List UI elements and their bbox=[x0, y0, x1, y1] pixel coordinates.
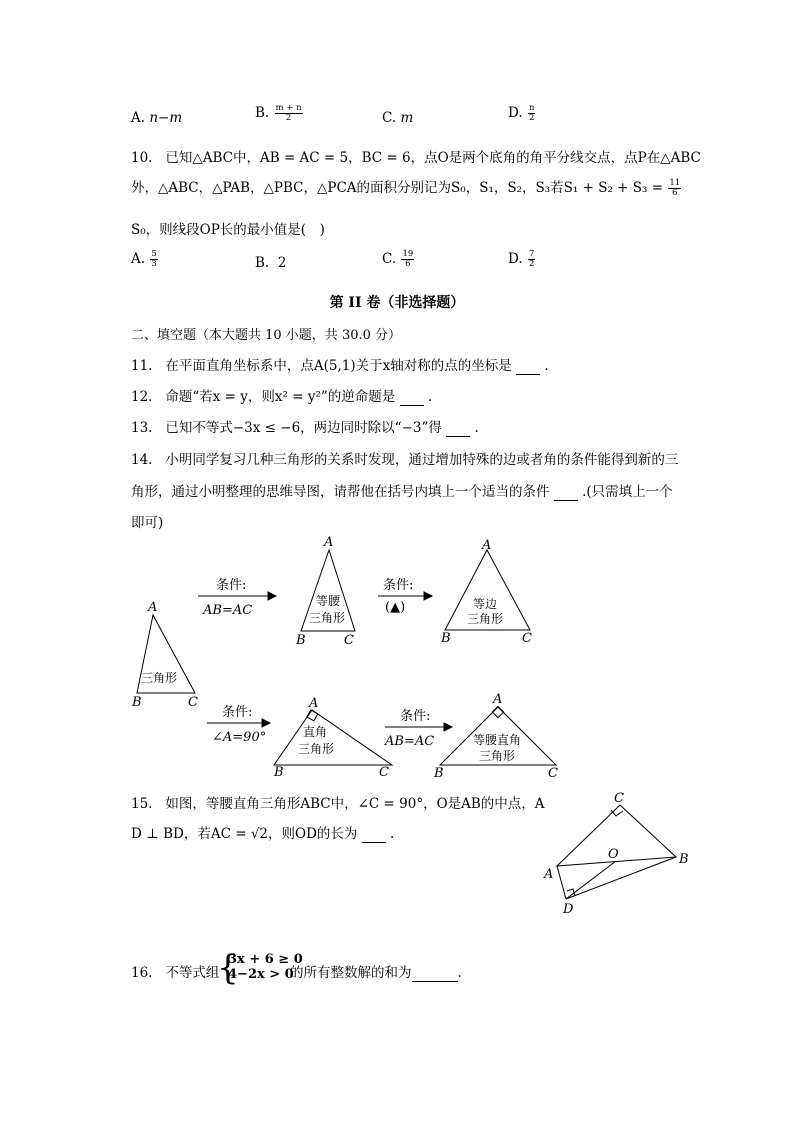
part2-title: 第 II 卷（非选择题） bbox=[329, 295, 465, 311]
condition-3: ∠A=90° bbox=[212, 730, 267, 745]
condition-label: 条件: bbox=[222, 705, 253, 720]
condition-label: 条件: bbox=[383, 578, 414, 593]
arrow-head-icon bbox=[268, 592, 276, 600]
q16-suffix: 的所有整数解的和为 . bbox=[290, 965, 462, 981]
q14-line2: 角形，通过小明整理的思维导图，请帮他在括号内填上一个适当的条件 .(只需填上一个 bbox=[131, 484, 673, 500]
q11-answer-blank[interactable] bbox=[516, 358, 540, 375]
section-heading: 二、填空题（本大题共 10 小题，共 30.0 分） bbox=[131, 328, 402, 343]
iso-right-label: 等腰直角 bbox=[473, 733, 522, 747]
q15-line2: D ⊥ BD，若AC = √2，则OD的长为 . bbox=[131, 826, 395, 842]
q14-answer-blank[interactable] bbox=[554, 484, 578, 501]
question-12: 12. 命题“若x = y，则x² = y²”的逆命题是 . bbox=[131, 389, 433, 405]
point-label: A bbox=[544, 867, 554, 882]
isosceles-label: 三角形 bbox=[309, 611, 346, 625]
vertex-label: C bbox=[548, 766, 558, 780]
q10-option-c: C. $\frac{19}{6}$ bbox=[382, 249, 414, 269]
q10-line3: S₀，则线段OP长的最小值是( ) bbox=[131, 222, 325, 238]
inequality-2: 4−2x > 0 bbox=[228, 967, 294, 982]
q9-option-c: C. m bbox=[382, 110, 414, 126]
q9-option-a-text: n−m bbox=[149, 110, 183, 126]
q14-line1: 14. 小明同学复习几种三角形的关系时发现，通过增加特殊的边或者角的条件能得到新的三 bbox=[131, 452, 679, 468]
q9-option-a: A. n−m bbox=[131, 110, 183, 126]
q9-option-d-fraction: $\frac{n}{2}$ bbox=[528, 103, 535, 123]
right-angle-mark bbox=[611, 810, 623, 816]
condition-4: AB=AC bbox=[385, 734, 435, 749]
q10-line1: 10. 已知△ABC中，AB = AC = 5，BC = 6，点O是两个底角的角平分线交点，点P在△ABC bbox=[131, 150, 701, 166]
arrow-head-icon bbox=[424, 592, 432, 600]
vertex-label: A bbox=[324, 535, 334, 550]
q10-option-a-fraction: $\frac{5}{3}$ bbox=[151, 249, 157, 269]
right-angle-mark bbox=[492, 706, 503, 717]
brace-icon: { bbox=[217, 948, 239, 988]
isosceles-label: 等腰 bbox=[316, 594, 341, 608]
q15-answer-blank[interactable] bbox=[362, 826, 386, 843]
vertex-label: C bbox=[344, 633, 354, 648]
vertex-label: C bbox=[522, 631, 532, 646]
point-label: O bbox=[608, 847, 619, 862]
vertex-label: A bbox=[309, 696, 319, 711]
segment-ad bbox=[557, 866, 566, 899]
q10-option-c-fraction: $\frac{19}{6}$ bbox=[402, 249, 414, 269]
arrow-head-icon bbox=[444, 723, 452, 731]
iso-right-label: 三角形 bbox=[479, 749, 516, 763]
condition-label: 条件: bbox=[216, 578, 247, 593]
equilateral-label: 等边 bbox=[473, 597, 498, 611]
q10-line2: 外，△ABC，△PAB，△PBC，△PCA的面积分别记为S₀，S₁，S₂，S₃若S₁ + S₂ + S₃ = $\frac{11}{6}$ bbox=[131, 178, 681, 198]
q9-option-c-text: m bbox=[400, 110, 414, 126]
vertex-label: B bbox=[274, 765, 284, 780]
condition-2-blank: (▲) bbox=[385, 600, 406, 615]
condition-label: 条件: bbox=[400, 709, 431, 724]
vertex-label: B bbox=[296, 633, 306, 648]
inequality-1: 3x + 6 ≥ 0 bbox=[228, 952, 303, 967]
triangle-mind-map bbox=[0, 530, 794, 780]
point-label: D bbox=[563, 902, 574, 917]
right-triangle-shape bbox=[274, 710, 392, 765]
vertex-label: B bbox=[434, 766, 444, 780]
point-label: C bbox=[614, 791, 624, 806]
q13-answer-blank[interactable] bbox=[446, 420, 470, 437]
q9-option-d: D. $\frac{n}{2}$ bbox=[508, 103, 535, 123]
vertex-label: A bbox=[482, 538, 492, 553]
vertex-label: B bbox=[441, 631, 451, 646]
segment-od bbox=[566, 861, 616, 899]
question-11: 11. 在平面直角坐标系中，点A(5,1)关于x轴对称的点的坐标是 . bbox=[131, 358, 549, 374]
vertex-label: A bbox=[148, 600, 158, 615]
q16-answer-blank[interactable] bbox=[412, 965, 458, 982]
equilateral-label: 三角形 bbox=[467, 612, 504, 626]
question-13: 13. 已知不等式−3x ≤ −6，两边同时除以“−3”得 . bbox=[131, 420, 479, 436]
right-triangle-label: 直角 bbox=[303, 725, 328, 739]
segment-bd bbox=[566, 857, 676, 899]
q14-line3: 即可) bbox=[131, 515, 164, 531]
q16-prefix-line: 16. 不等式组 bbox=[131, 965, 220, 981]
q15-line1: 15. 如图，等腰直角三角形ABC中，∠C = 90°，O是AB的中点，A bbox=[131, 796, 545, 812]
vertex-label: B bbox=[132, 695, 142, 710]
q15-figure bbox=[530, 790, 710, 920]
triangle-label: 三角形 bbox=[141, 671, 178, 685]
point-label: B bbox=[679, 852, 689, 867]
vertex-label: C bbox=[379, 765, 389, 780]
vertex-label: A bbox=[493, 692, 503, 707]
right-triangle-label: 三角形 bbox=[298, 742, 335, 756]
q10-option-b: B. 2 bbox=[255, 255, 287, 271]
vertex-label: C bbox=[188, 695, 198, 710]
q10-option-a: A. $\frac{5}{3}$ bbox=[131, 249, 157, 269]
arrow-head-icon bbox=[262, 719, 270, 727]
q12-answer-blank[interactable] bbox=[400, 389, 424, 406]
q10-fraction: $\frac{11}{6}$ bbox=[669, 178, 681, 198]
q9-option-b-fraction: $\frac{m + n}{2}$ bbox=[275, 103, 302, 123]
q9-option-b: B. $\frac{m + n}{2}$ bbox=[255, 103, 302, 123]
condition-1: AB=AC bbox=[203, 603, 253, 618]
q10-option-d-fraction: $\frac{7}{2}$ bbox=[528, 249, 535, 269]
q10-option-d: D. $\frac{7}{2}$ bbox=[508, 249, 535, 269]
